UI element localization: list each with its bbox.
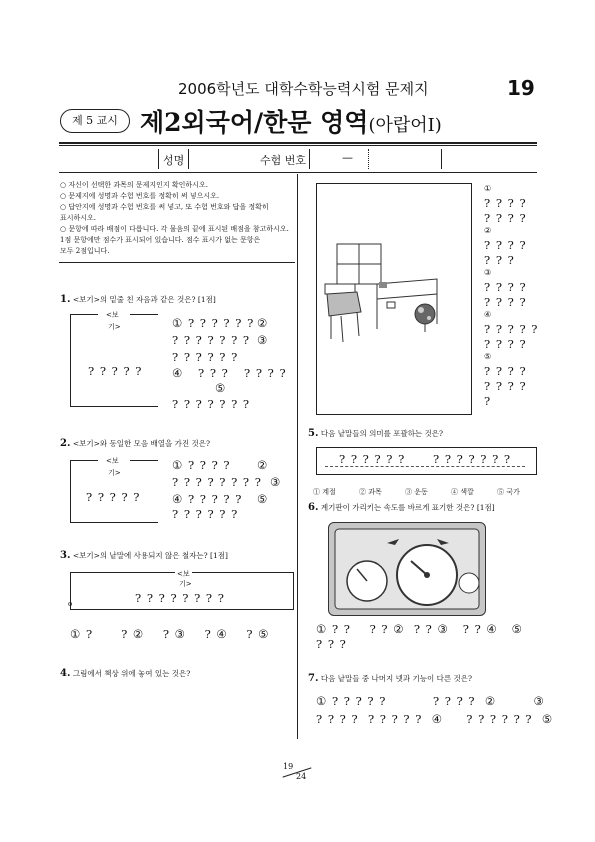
q2-option: ? ? ? ? ? ? [172, 507, 239, 521]
column-divider [297, 174, 298, 739]
question-7-text: 다음 낱말들 중 나머지 넷과 기능이 다른 것은? [320, 674, 472, 683]
box-label: 기> [179, 580, 192, 588]
speedometer-drawing [329, 523, 485, 615]
right-option: ? ? ? ? [484, 295, 527, 309]
instruction-line: ○ 문제지에 성명과 수험 번호를 정확히 써 넣으시오. [60, 192, 220, 200]
box-label: 기> [108, 469, 121, 477]
question-7-number: 7. [308, 673, 319, 684]
question-6-stem [308, 502, 495, 513]
session-badge-label: 제 5 교시 [72, 114, 118, 127]
question-7-stem [308, 673, 472, 684]
question-2-box [70, 457, 158, 522]
exam-number-dash: — [342, 151, 353, 164]
question-6-number: 6. [308, 502, 319, 513]
header-rule-thin [59, 145, 537, 146]
question-1-stem [60, 294, 216, 305]
section-title [140, 103, 442, 139]
right-option: ? ? ? ? [484, 238, 527, 252]
instruction-line: ○ 답안지에 성명과 수험 번호를 써 넣고, 또 수험 번호와 답을 정확히 [60, 203, 269, 211]
question-5-text: 다음 낱말들의 의미를 포괄하는 것은? [320, 429, 444, 438]
form-divider [188, 149, 189, 169]
question-4-text: 그림에서 책상 위에 놓여 있는 것은? [72, 669, 191, 678]
q5-option: ① 계절 [313, 488, 336, 496]
question-5-stem [308, 428, 443, 439]
name-label: 성명 [163, 154, 185, 167]
right-option: ? [484, 394, 492, 408]
footer-page: 19 [283, 762, 294, 771]
q1-option: ② [257, 316, 269, 330]
form-divider [309, 149, 310, 169]
question-1-text: <보기>의 밑줄 친 자음과 같은 것은? [1점] [72, 295, 216, 304]
q1-option: ? ? ? ? ? ? ? [172, 333, 251, 347]
box-label: <보 [106, 457, 119, 465]
form-divider [158, 149, 159, 169]
question-5-number: 5. [308, 428, 319, 439]
right-option: ③ [484, 268, 493, 277]
box-word: ? ? ? ? ? ? ? [433, 452, 512, 466]
instruction-line: ○ 자신이 선택한 과목의 문제지인지 확인하시오. [60, 181, 208, 189]
q1-option: ① ? ? ? ? ? ? [172, 316, 255, 330]
q5-option: ② 과목 [359, 488, 382, 496]
right-option: ⑤ [484, 352, 493, 361]
box-mark: o [68, 600, 73, 608]
instruction-line: 1점 문항에만 점수가 표시되어 있습니다. 점수 표시가 없는 문항은 [60, 236, 261, 244]
exam-number-label: 수험 번호 [260, 154, 307, 167]
instruction-line: 표시하시오. [60, 214, 97, 222]
form-divider [441, 149, 442, 169]
right-option: ④ [484, 310, 493, 319]
question-3-number: 3. [60, 550, 71, 561]
right-option: ? ? ? ? [484, 364, 527, 378]
speedometer-illustration [328, 522, 486, 616]
box-content: ? ? ? ? ? [88, 364, 143, 378]
q1-option: ⑤ [215, 381, 227, 395]
box-top-right [130, 314, 158, 315]
box-label: <보 [177, 570, 190, 578]
instruction-line: ○ 문항에 따라 배점이 다릅니다. 각 물음의 끝에 표시된 배점을 참고하시오. [60, 225, 289, 233]
question-2-stem [60, 438, 210, 449]
right-option: ② [484, 226, 493, 235]
box-left [70, 460, 71, 522]
desk-illustration [316, 183, 472, 415]
q1-option: ? ? ? [198, 366, 229, 380]
question-3-stem [60, 550, 228, 561]
q2-option: ? ? ? ? ? ? ? ? [172, 475, 262, 489]
q1-option: ? ? ? ? ? ? [172, 350, 239, 364]
box-content: ? ? ? ? ? ? ? ? [135, 591, 225, 605]
q1-option: ④ [172, 366, 184, 380]
question-4-stem [60, 668, 190, 679]
box-bottom [70, 522, 158, 523]
page-number: 19 [507, 76, 535, 100]
right-option: ? ? ? ? [484, 337, 527, 351]
q6-options: ① ? ? ? ? ② ? ? ③ ? ? ④ ⑤ [316, 622, 523, 636]
right-option: ? ? ? [484, 253, 515, 267]
q2-option: ② [257, 458, 269, 472]
right-option: ? ? ? ? [484, 280, 527, 294]
question-1-box [70, 311, 158, 406]
q5-option: ③ 운동 [405, 488, 428, 496]
box-label: 기> [108, 323, 121, 331]
box-content: ? ? ? ? ? [86, 490, 141, 504]
session-badge [60, 109, 130, 133]
q5-option: ④ 색깔 [451, 488, 474, 496]
page-footer [280, 762, 320, 784]
right-option: ? ? ? ? ? [484, 322, 539, 336]
q7-options: ① ? ? ? ? ? ? ? ? ? ② ③ [316, 694, 545, 708]
form-divider [368, 149, 369, 169]
q5-option: ⑤ 국가 [497, 488, 520, 496]
instructions-rule [59, 262, 295, 263]
footer-total: 24 [296, 772, 307, 781]
q1-option: ? ? ? ? ? ? ? [172, 397, 251, 411]
q1-option: ? ? ? ? [244, 366, 287, 380]
box-top-right [130, 460, 158, 461]
question-2-text: <보기>와 동일한 모음 배열을 가진 것은? [72, 439, 211, 448]
header-rule [59, 142, 537, 144]
right-option: ① [484, 184, 493, 193]
box-dashes [325, 466, 525, 467]
q3-options: ① ? ? ② ? ③ ? ④ ? ⑤ [70, 627, 270, 641]
q2-option: ⑤ [257, 492, 269, 506]
instructions [60, 180, 292, 257]
question-6-text: 계기판이 가리키는 속도를 바르게 표기한 것은? [1점] [320, 503, 495, 512]
question-1-number: 1. [60, 294, 71, 305]
exam-title: 2006학년도 대학수학능력시험 문제지 [178, 80, 429, 98]
subject-name: (아랍어Ⅰ) [368, 115, 442, 136]
question-4-number: 4. [60, 668, 71, 679]
q1-option: ③ [257, 333, 269, 347]
right-option: ? ? ? ? [484, 379, 527, 393]
question-2-number: 2. [60, 438, 71, 449]
box-top-left [70, 460, 98, 461]
q6-options: ? ? ? [316, 637, 347, 651]
box-word: ? ? ? ? ? ? [339, 452, 406, 466]
desk-drawing [317, 184, 471, 414]
section-title-text: 제2외국어/한문 영역 [140, 108, 369, 137]
box-bottom [70, 406, 158, 407]
box-top-left [70, 314, 98, 315]
question-5-box [316, 447, 537, 475]
q7-options: ? ? ? ? ? ? ? ? ? ④ ? ? ? ? ? ? ⑤ [316, 712, 554, 726]
q2-option: ③ [270, 475, 282, 489]
instruction-line: 모두 2점입니다. [60, 247, 110, 255]
question-3-box [70, 572, 294, 610]
question-3-text: <보기>의 낱말에 사용되지 않은 철자는? [1점] [72, 551, 228, 560]
q2-option: ④ ? ? ? ? ? [172, 492, 243, 506]
q2-option: ① ? ? ? ? [172, 458, 231, 472]
right-option: ? ? ? ? [484, 211, 527, 225]
box-label: <보 [106, 311, 119, 319]
box-left [70, 314, 71, 406]
form-rule [59, 172, 537, 173]
right-option: ? ? ? ? [484, 196, 527, 210]
